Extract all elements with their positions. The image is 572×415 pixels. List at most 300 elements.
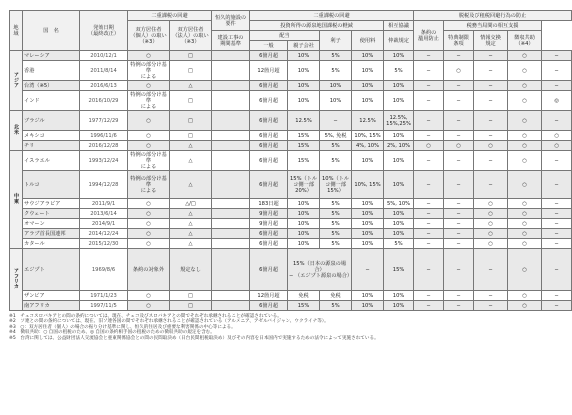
cell-mut: − <box>414 209 444 219</box>
cell-mut: − <box>414 61 444 81</box>
cell-par: 5% <box>320 301 352 311</box>
cell-spe: ○ <box>474 199 508 209</box>
cell-par: 5% <box>320 61 352 81</box>
cell-cons: 12箇月超 <box>250 291 288 301</box>
cell-exc: ○ <box>508 151 542 171</box>
cell-date: 2014/9/1 <box>80 219 128 229</box>
table-row <box>10 151 572 171</box>
cell-corp: 規定なし <box>170 249 212 291</box>
header-construction: 建設工事の 期間基準 <box>212 31 250 51</box>
cell-name: サウジアラビア <box>23 199 80 209</box>
cell-name: カタール <box>23 239 80 249</box>
cell-spe: − <box>474 291 508 301</box>
cell-exc: ○ <box>508 61 542 81</box>
cell-date: 1994/12/28 <box>80 171 128 199</box>
cell-mut: − <box>414 51 444 61</box>
cell-ind: 特例の部分け基準 による <box>128 151 170 171</box>
cell-ind: 特例の部分け基準 による <box>128 91 170 111</box>
cell-roy: 10% <box>384 51 414 61</box>
cell-cons: 6箇月超 <box>250 131 288 141</box>
cell-arb: ○ <box>444 61 474 81</box>
cell-exc: ○ <box>508 209 542 219</box>
cell-int: 12.5% <box>352 111 384 131</box>
cell-cons: 6箇月超 <box>250 91 288 111</box>
table-row <box>10 249 572 291</box>
cell-name: チリ <box>23 141 80 151</box>
cell-exc: ○ <box>508 301 542 311</box>
cell-corp: □ <box>170 301 212 311</box>
cell-mut: − <box>414 171 444 199</box>
cell-spe: ○ <box>474 209 508 219</box>
cell-col: − <box>542 229 572 239</box>
cell-exc: ○ <box>508 249 542 291</box>
region-label: 北米 <box>13 124 19 135</box>
cell-name: クウェート <box>23 209 80 219</box>
cell-par: 10% <box>320 91 352 111</box>
header-group-double-tax-2: 二重課税の回避 <box>250 11 414 21</box>
cell-date: 2013/6/14 <box>80 209 128 219</box>
cell-gen: 10% <box>288 219 320 229</box>
cell-corp: □ <box>170 61 212 81</box>
header-interest: 利子 <box>320 31 352 51</box>
cell-arb: − <box>444 171 474 199</box>
cell-pe_dummy <box>212 239 250 249</box>
cell-par: − <box>320 111 352 131</box>
cell-spe: − <box>474 249 508 291</box>
cell-exc: ○ <box>508 81 542 91</box>
cell-date: 1996/11/6 <box>80 131 128 141</box>
cell-date: 2015/12/30 <box>80 239 128 249</box>
cell-col: − <box>542 209 572 219</box>
cell-col: ◎ <box>542 91 572 111</box>
cell-mut: − <box>414 199 444 209</box>
header-individual: 双方居住者 （個人）の取い （※3） <box>128 21 170 51</box>
cell-date: 1993/12/24 <box>80 151 128 171</box>
cell-pe_dummy <box>212 131 250 141</box>
cell-date: 2011/9/1 <box>80 199 128 209</box>
cell-pe_dummy <box>212 171 250 199</box>
table-row <box>10 131 572 141</box>
cell-mut: − <box>414 249 444 291</box>
cell-arb: − <box>444 199 474 209</box>
cell-date: 2016/12/28 <box>80 141 128 151</box>
cell-date: 1997/11/5 <box>80 301 128 311</box>
cell-int: 10%, 15% <box>352 171 384 199</box>
cell-cons: 6箇月超 <box>250 51 288 61</box>
cell-mut: − <box>414 229 444 239</box>
header-mutual: 相互協議 <box>384 21 414 31</box>
cell-date: 2010/12/1 <box>80 51 128 61</box>
cell-corp: □ <box>170 111 212 131</box>
cell-mut: − <box>414 239 444 249</box>
cell-par: 5% <box>320 141 352 151</box>
cell-roy: 5% <box>384 239 414 249</box>
cell-int: 10% <box>352 81 384 91</box>
footnotes <box>9 314 541 341</box>
cell-ind: ○ <box>128 199 170 209</box>
cell-name: ブラジル <box>23 111 80 131</box>
table-row <box>10 91 572 111</box>
cell-pe_dummy <box>212 91 250 111</box>
cell-name: 台湾（※5） <box>23 81 80 91</box>
tax-treaty-table <box>9 10 572 311</box>
cell-cons: 12箇月超 <box>250 61 288 81</box>
cell-par: 5% <box>320 239 352 249</box>
cell-mut: − <box>414 131 444 141</box>
cell-roy: 10% <box>384 131 414 141</box>
region-label: アフリカ <box>13 268 19 289</box>
cell-ind: ○ <box>128 131 170 141</box>
cell-int: 10% <box>352 51 384 61</box>
cell-pe_dummy <box>212 209 250 219</box>
cell-roy: 5% <box>384 61 414 81</box>
cell-roy: 15% <box>384 249 414 291</box>
cell-date: 2014/12/24 <box>80 229 128 239</box>
cell-gen: 10% <box>288 209 320 219</box>
cell-ind: 特例の部分け基準 による <box>128 171 170 199</box>
cell-pe_dummy <box>212 291 250 301</box>
cell-int: 10% <box>352 301 384 311</box>
cell-mut: − <box>414 219 444 229</box>
table-row <box>10 301 572 311</box>
header-parent: 親子会社 <box>288 41 320 51</box>
cell-par: 10% <box>320 81 352 91</box>
table-row <box>10 239 572 249</box>
cell-gen: 15% <box>288 131 320 141</box>
tax-treaty-table-container <box>9 10 559 341</box>
cell-col: ○ <box>542 131 572 141</box>
cell-name: オマーン <box>23 219 80 229</box>
header-tax-reduction: 投資所得の源泉地国課税の軽減 <box>250 21 384 31</box>
cell-col: − <box>542 151 572 171</box>
table-row <box>10 81 572 91</box>
cell-gen: 12.5% <box>288 111 320 131</box>
cell-corp: △ <box>170 229 212 239</box>
cell-gen: 15% <box>288 301 320 311</box>
cell-cons: 183日超 <box>250 199 288 209</box>
table-row <box>10 209 572 219</box>
footnote: ※2 ソ連との間の条約については、現在、旧ソ連各国の間でそれぞれ承継されることが確認されている（アルメニア、アゼルバイジャン、ウクライナ等）。 <box>9 319 329 325</box>
cell-name: エジプト <box>23 249 80 291</box>
cell-spe: − <box>474 151 508 171</box>
cell-mut: − <box>414 81 444 91</box>
table-row <box>10 199 572 209</box>
cell-mut: − <box>414 301 444 311</box>
cell-int: 10% <box>352 219 384 229</box>
cell-arb: − <box>444 91 474 111</box>
cell-ind: ○ <box>128 209 170 219</box>
cell-exc: ○ <box>508 91 542 111</box>
cell-int: 10% <box>352 239 384 249</box>
header-exchange: 情報交換 規定 <box>474 31 508 51</box>
cell-exc: ○ <box>508 291 542 301</box>
cell-gen: 15% <box>288 141 320 151</box>
cell-int: 10% <box>352 61 384 81</box>
cell-gen: 10% <box>288 81 320 91</box>
header-country: 国 名 <box>23 11 80 51</box>
cell-arb: − <box>444 209 474 219</box>
cell-spe: ○ <box>474 219 508 229</box>
header-assist: 税務当局間の相互支援 <box>444 21 542 31</box>
cell-par: 5% <box>320 151 352 171</box>
cell-arb: − <box>444 239 474 249</box>
cell-date: 2011/8/14 <box>80 61 128 81</box>
cell-pe_dummy <box>212 199 250 209</box>
cell-par: 5% <box>320 209 352 219</box>
cell-col: ○ <box>542 141 572 151</box>
cell-arb: − <box>444 111 474 131</box>
header-date: 発効日期 （最終改正） <box>80 11 128 51</box>
cell-cons: 6箇月超 <box>250 111 288 131</box>
table-body <box>10 51 572 311</box>
cell-gen: 15% <box>288 151 320 171</box>
cell-int: 10% <box>352 229 384 239</box>
cell-roy: 10% <box>384 171 414 199</box>
cell-cons: 6箇月超 <box>250 301 288 311</box>
cell-int: 10% <box>352 291 384 301</box>
cell-arb: − <box>444 51 474 61</box>
cell-gen: 10% <box>288 199 320 209</box>
table-row <box>10 291 572 301</box>
cell-name: メキシコ <box>23 131 80 141</box>
cell-date: 1969/8/6 <box>80 249 128 291</box>
cell-int: 10%, 15% <box>352 131 384 141</box>
region-label: アジア <box>13 71 19 88</box>
cell-corp: □ <box>170 131 212 141</box>
cell-name: 南アフリカ <box>23 301 80 311</box>
table-row <box>10 61 572 81</box>
table-row <box>10 171 572 199</box>
cell-spe: ○ <box>474 229 508 239</box>
cell-col: − <box>542 301 572 311</box>
cell-pe_dummy <box>212 61 250 81</box>
cell-spe: − <box>474 131 508 141</box>
cell-ind: ○ <box>128 51 170 61</box>
cell-mut: ○ <box>414 141 444 151</box>
cell-arb: − <box>444 131 474 141</box>
cell-spe: ○ <box>474 239 508 249</box>
cell-corp: △ <box>170 239 212 249</box>
cell-int: 10% <box>352 209 384 219</box>
cell-cons: 6箇月超 <box>250 81 288 91</box>
cell-cons: 6箇月超 <box>250 171 288 199</box>
cell-cons: 6箇月超 <box>250 229 288 239</box>
cell-exc: ○ <box>508 239 542 249</box>
cell-exc: ○ <box>508 219 542 229</box>
cell-arb: − <box>444 291 474 301</box>
cell-col: − <box>542 199 572 209</box>
cell-cons: 9箇月超 <box>250 219 288 229</box>
cell-corp: □ <box>170 291 212 301</box>
cell-pe_dummy <box>212 229 250 239</box>
region-cell <box>10 111 23 151</box>
cell-int: 10% <box>352 151 384 171</box>
cell-par: 5% <box>320 229 352 239</box>
header-dividend: 配当 <box>250 31 320 41</box>
cell-roy: 10% <box>384 151 414 171</box>
cell-corp: △ <box>170 141 212 151</box>
footnote: ※4 徴収共助：○ 自国の租税のため、◎ 自国の条約相手国の租税のための徴収共助の規定を含む。 <box>9 330 215 336</box>
region-cell <box>10 151 23 249</box>
cell-cons: 6箇月超 <box>250 239 288 249</box>
cell-exc: ○ <box>508 51 542 61</box>
cell-ind: ○ <box>128 111 170 131</box>
cell-spe: ○ <box>474 141 508 151</box>
cell-pe_dummy <box>212 301 250 311</box>
cell-ind: 条約の対象外 <box>128 249 170 291</box>
cell-name: インド <box>23 91 80 111</box>
cell-arb: − <box>444 81 474 91</box>
cell-cons: 9箇月超 <box>250 209 288 219</box>
region-cell <box>10 51 23 111</box>
cell-roy: 10% <box>384 291 414 301</box>
cell-mut: − <box>414 91 444 111</box>
cell-arb: − <box>444 219 474 229</box>
cell-col: − <box>542 51 572 61</box>
cell-roy: 10% <box>384 81 414 91</box>
cell-col: − <box>542 239 572 249</box>
header-group-anti-avoidance: 脱税及び租税回避行為の防止 <box>414 11 572 21</box>
cell-name: 香港 <box>23 61 80 81</box>
cell-mut: − <box>414 111 444 131</box>
cell-pe_dummy <box>212 51 250 61</box>
cell-exc: ○ <box>508 199 542 209</box>
cell-corp: △ <box>170 219 212 229</box>
cell-ind: ○ <box>128 81 170 91</box>
cell-spe: − <box>474 51 508 61</box>
cell-roy: 5%, 10% <box>384 199 414 209</box>
cell-col: − <box>542 249 572 291</box>
cell-gen: 免税 <box>288 291 320 301</box>
table-row <box>10 111 572 131</box>
cell-exc: ○ <box>508 111 542 131</box>
header-abuse: 条約の 濫用防止 <box>414 21 444 51</box>
cell-corp: △ <box>170 151 212 171</box>
region-label: 中東 <box>13 193 19 204</box>
cell-ind: ○ <box>128 239 170 249</box>
header-collection: 徴収共助 （※4） <box>508 31 542 51</box>
cell-arb: − <box>444 249 474 291</box>
cell-corp: □ <box>170 51 212 61</box>
cell-cons: 6箇月超 <box>250 151 288 171</box>
cell-roy: 10% <box>384 209 414 219</box>
header-arbitration: 仲裁規定 <box>384 31 414 51</box>
cell-ind: ○ <box>128 141 170 151</box>
cell-int: 4%, 10% <box>352 141 384 151</box>
cell-roy: 2%, 10% <box>384 141 414 151</box>
cell-corp: △ <box>170 171 212 199</box>
cell-par: 10%（トルコ側一部 15%） <box>320 171 352 199</box>
cell-par: 免税 <box>320 291 352 301</box>
cell-spe: − <box>474 61 508 81</box>
header-region: 地域 <box>10 11 23 51</box>
header-corporate: 双方居住者 （法人）の取い （※3） <box>170 21 212 51</box>
cell-name: トルコ <box>23 171 80 199</box>
cell-cons: 6箇月超 <box>250 141 288 151</box>
cell-pe_dummy <box>212 249 250 291</box>
cell-pe_dummy <box>212 151 250 171</box>
cell-gen: 10% <box>288 51 320 61</box>
cell-spe: − <box>474 81 508 91</box>
header-special: 特典制限 条項 <box>444 31 474 51</box>
cell-arb: − <box>444 229 474 239</box>
cell-ind: ○ <box>128 291 170 301</box>
cell-gen: 15%（トルコ側一部 20%） <box>288 171 320 199</box>
cell-par: 5% <box>320 51 352 61</box>
cell-ind: 特例の部分け基準 による <box>128 61 170 81</box>
footnote: ※1 チェコスロバキアとの間の条約については、現在、チェコ及びスロバキアとの間でそれぞれ承継されることが確認されている。 <box>9 314 282 319</box>
cell-name: ザンビア <box>23 291 80 301</box>
cell-spe: − <box>474 301 508 311</box>
cell-corp: △/□ <box>170 199 212 209</box>
cell-ind: ○ <box>128 219 170 229</box>
cell-par: 5%, 免税 <box>320 131 352 141</box>
cell-gen: 10% <box>288 229 320 239</box>
cell-spe: − <box>474 111 508 131</box>
cell-arb: − <box>444 301 474 311</box>
cell-roy: 10% <box>384 219 414 229</box>
cell-cons: 6箇月超 <box>250 249 288 291</box>
cell-par: 5% <box>320 219 352 229</box>
cell-spe: − <box>474 171 508 199</box>
cell-roy: 12.5%, 15%,25% <box>384 111 414 131</box>
cell-roy: 10% <box>384 301 414 311</box>
cell-arb: ○ <box>444 141 474 151</box>
header-pe: 恒久的施設の 要件 <box>212 11 250 31</box>
cell-roy: 10% <box>384 91 414 111</box>
cell-gen: 15%（日本の源泉の場合） − （エジプト源泉の場合） <box>288 249 352 291</box>
cell-corp: △ <box>170 81 212 91</box>
cell-col: − <box>542 219 572 229</box>
cell-gen: 10% <box>288 91 320 111</box>
cell-gen: 10% <box>288 239 320 249</box>
cell-spe: − <box>474 91 508 111</box>
cell-pe_dummy <box>212 141 250 151</box>
cell-pe_dummy <box>212 219 250 229</box>
cell-name: マレーシア <box>23 51 80 61</box>
cell-date: 1971/1/23 <box>80 291 128 301</box>
cell-arb: − <box>444 151 474 171</box>
table-row <box>10 141 572 151</box>
cell-date: 1977/12/29 <box>80 111 128 131</box>
table-row <box>10 229 572 239</box>
cell-pe_dummy <box>212 111 250 131</box>
cell-mut: − <box>414 291 444 301</box>
cell-name: イスラエル <box>23 151 80 171</box>
cell-roy: 10% <box>384 229 414 239</box>
cell-col: − <box>542 291 572 301</box>
header-general: 一般 <box>250 41 288 51</box>
footnote: ※3 ○：双方居住者（個人）の場合の振り分け基準に関し、恒久的住居及び重要な利害関係の中心等による。 <box>9 324 236 330</box>
cell-pe_dummy <box>212 81 250 91</box>
cell-ind: ○ <box>128 301 170 311</box>
cell-col: − <box>542 81 572 91</box>
cell-exc: ○ <box>508 131 542 141</box>
table-row <box>10 219 572 229</box>
cell-gen: 10% <box>288 61 320 81</box>
cell-exc: ○ <box>508 141 542 151</box>
cell-date: 2016/10/29 <box>80 91 128 111</box>
region-cell <box>10 249 23 311</box>
cell-exc: ○ <box>508 229 542 239</box>
cell-exc: ○ <box>508 171 542 199</box>
cell-par: 5% <box>320 199 352 209</box>
header-group-double-tax-1: 二重課税の回避 <box>128 11 212 21</box>
header-royalty: 使用料 <box>352 31 384 51</box>
cell-corp: △ <box>170 209 212 219</box>
cell-name: アラブ首長国連邦 <box>23 229 80 239</box>
cell-ind: ○ <box>128 229 170 239</box>
